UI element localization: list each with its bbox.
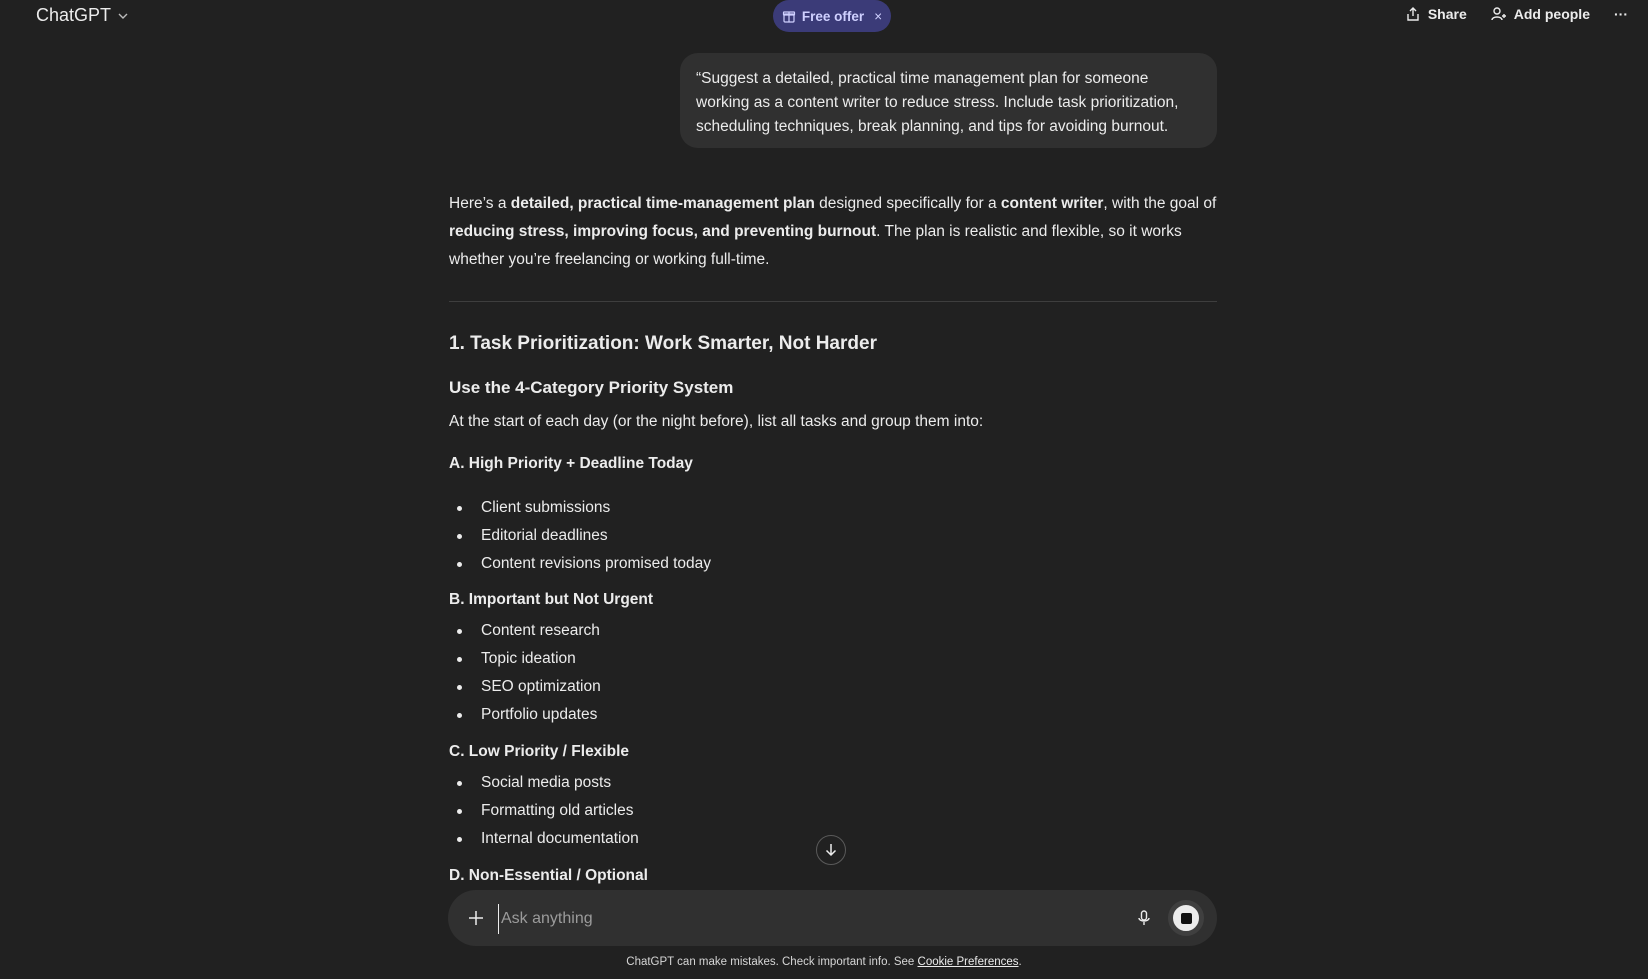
list-item: Editorial deadlines xyxy=(449,522,711,550)
add-attachment-button[interactable] xyxy=(464,906,488,930)
cookie-preferences-link[interactable]: Cookie Preferences xyxy=(917,956,1019,968)
share-label: Share xyxy=(1427,6,1467,22)
user-message: “Suggest a detailed, practical time management plan for someone working as a content writer to reduce stress. Include task prioritization, scheduling techniques, break planning, and tips for avoiding burnout. xyxy=(680,53,1217,148)
stop-generating-button[interactable] xyxy=(1168,900,1204,936)
category-title: C. Low Priority / Flexible xyxy=(449,743,630,760)
more-icon: ··· xyxy=(1614,6,1628,22)
list-item: Topic ideation xyxy=(449,645,601,673)
list-item: Content research xyxy=(449,617,601,645)
free-offer-badge[interactable] xyxy=(773,0,891,32)
category-list xyxy=(449,617,601,729)
response-intro: Here’s a detailed, practical time-management plan designed specifically for a content writer, with the goal of reducing stress, improving focus, and preventing burnout. The plan is realistic and flexible, so it works whether you’re freelancing or working full-time. xyxy=(449,195,1217,268)
prompt-input[interactable] xyxy=(498,904,1103,934)
subsection-title: Use the 4-Category Priority System xyxy=(449,378,734,397)
divider xyxy=(449,301,1217,302)
add-people-button[interactable] xyxy=(1491,6,1590,22)
share-icon xyxy=(1405,6,1421,22)
disclaimer: ChatGPT can make mistakes. Check important info. See Cookie Preferences. xyxy=(626,956,1022,968)
top-bar xyxy=(0,0,1648,32)
add-people-label: Add people xyxy=(1513,6,1590,22)
category-title: D. Non-Essential / Optional xyxy=(449,867,648,884)
list-item: Portfolio updates xyxy=(449,701,601,729)
more-options-button[interactable] xyxy=(1614,6,1628,22)
chevron-down-icon xyxy=(117,10,129,22)
plus-icon xyxy=(467,909,485,927)
composer xyxy=(448,890,1217,946)
free-offer-label: Free offer xyxy=(801,8,865,24)
category-title: B. Important but Not Urgent xyxy=(449,591,654,608)
add-person-icon xyxy=(1491,6,1507,22)
list-item: Content revisions promised today xyxy=(449,550,711,578)
list-item: Social media posts xyxy=(449,769,639,797)
list-item: Client submissions xyxy=(449,494,711,522)
arrow-down-icon xyxy=(823,842,839,858)
dictate-button[interactable] xyxy=(1132,906,1156,930)
section-title: 1. Task Prioritization: Work Smarter, Not Harder xyxy=(449,333,877,354)
microphone-icon xyxy=(1135,909,1153,927)
share-button[interactable] xyxy=(1405,6,1467,22)
model-selector[interactable] xyxy=(36,5,129,26)
category-list xyxy=(449,494,711,578)
instruction-text: At the start of each day (or the night before), list all tasks and group them into: xyxy=(449,413,984,430)
category-list xyxy=(449,769,639,853)
gift-icon xyxy=(782,9,796,23)
scroll-to-bottom-button[interactable] xyxy=(816,835,846,865)
list-item: SEO optimization xyxy=(449,673,601,701)
assistant-response xyxy=(449,190,1217,274)
list-item: Internal documentation xyxy=(449,825,639,853)
list-item: Formatting old articles xyxy=(449,797,639,825)
app-title: ChatGPT xyxy=(36,5,112,25)
stop-icon xyxy=(1181,913,1192,924)
free-offer-close-icon[interactable]: × xyxy=(874,8,883,24)
category-title: A. High Priority + Deadline Today xyxy=(449,455,693,472)
